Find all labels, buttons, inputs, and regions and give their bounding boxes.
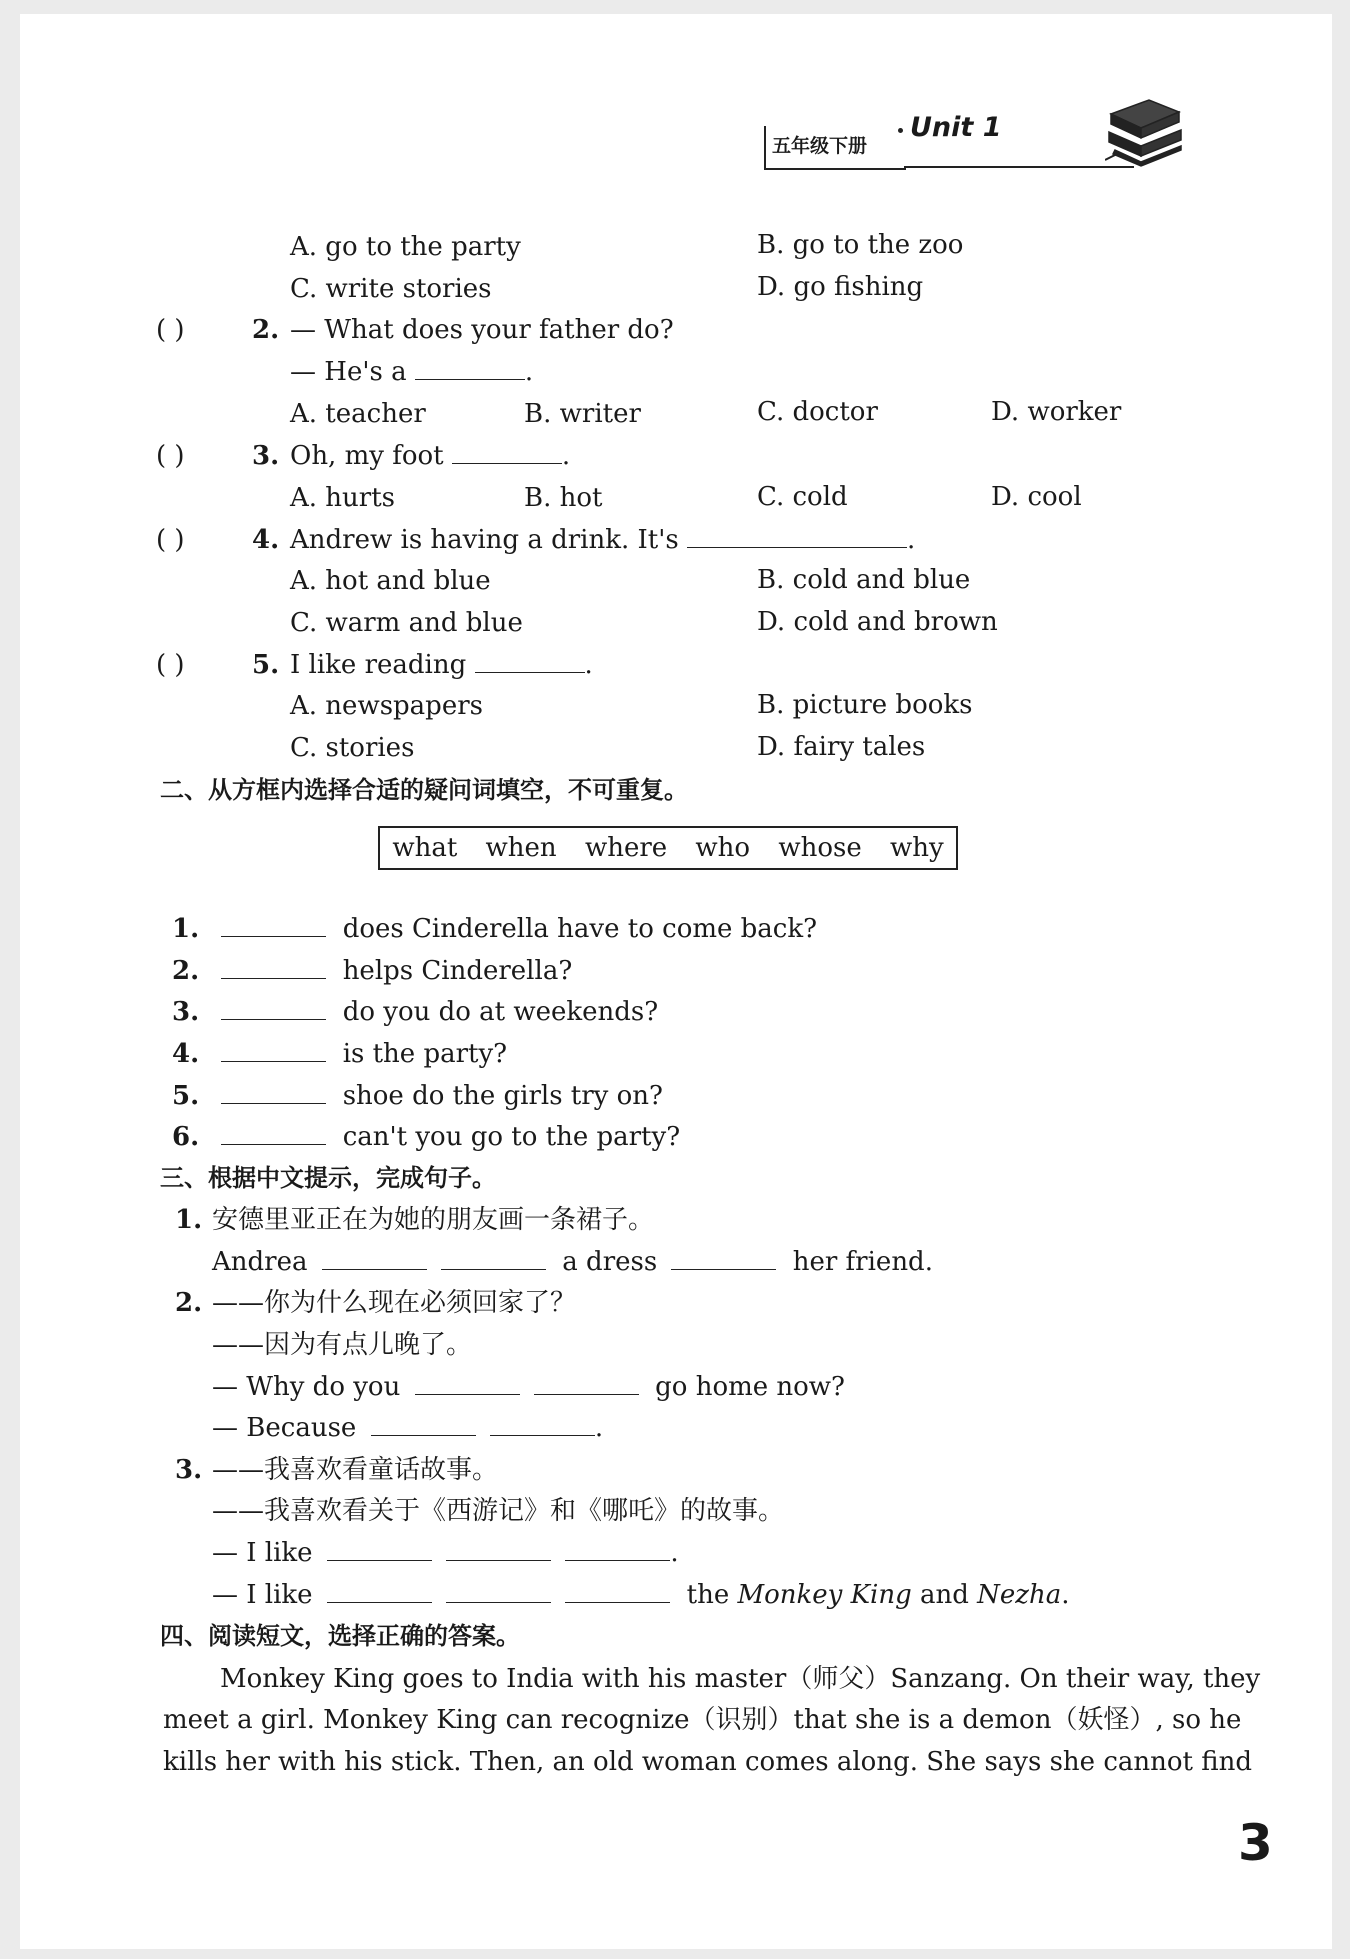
s3-text: — Why do you	[212, 1372, 401, 1402]
q3-number: 3.	[252, 441, 280, 471]
q3-blank[interactable]	[452, 439, 562, 464]
s3-blank[interactable]	[322, 1245, 427, 1270]
s2-item-number: 1.	[172, 914, 200, 944]
s3-blank[interactable]	[446, 1536, 551, 1561]
s2-blank[interactable]	[221, 954, 326, 979]
section2-title: 二、从方框内选择合适的疑问词填空，不可重复。	[160, 776, 688, 804]
s2-item-number: 4.	[172, 1039, 200, 1069]
s3-text: — I like	[212, 1580, 313, 1610]
s3-item-1-english	[212, 1245, 933, 1279]
q4-option-b: B. cold and blue	[757, 565, 971, 595]
section4-title: 四、阅读短文，选择正确的答案。	[160, 1622, 520, 1650]
s3-item-2-english-2	[212, 1411, 603, 1445]
s3-text: .	[1061, 1580, 1070, 1610]
s2-blank[interactable]	[221, 1079, 326, 1104]
s3-item-2-number: 2.	[175, 1288, 203, 1318]
s3-item-2-chinese-1: ——你为什么现在必须回家了？	[212, 1288, 577, 1318]
s3-text: the	[686, 1580, 730, 1610]
word-bank-why: why	[889, 833, 944, 863]
q4-prompt-line	[290, 523, 915, 557]
s3-text: — I like	[212, 1538, 313, 1568]
q2-blank[interactable]	[415, 355, 525, 380]
q3-option-d: D. cool	[991, 482, 1082, 512]
s3-text: go home now?	[655, 1372, 845, 1402]
s3-text: her friend.	[792, 1247, 933, 1277]
q2-prompt: — What does your father do?	[290, 315, 674, 345]
q1-option-d: D. go fishing	[757, 272, 924, 302]
word-bank-box	[378, 826, 958, 870]
q2-answer-line	[290, 355, 533, 389]
s2-item-text: does Cinderella have to come back?	[342, 914, 818, 944]
s2-item-number: 6.	[172, 1122, 200, 1152]
s2-item-4	[172, 1037, 507, 1071]
word-bank-who: who	[695, 833, 751, 863]
q4-answer-paren[interactable]: ( )	[156, 525, 185, 555]
q2-option-a: A. teacher	[290, 399, 426, 429]
q4-blank[interactable]	[687, 523, 907, 548]
s3-blank[interactable]	[534, 1370, 639, 1395]
q4-number: 4.	[252, 525, 280, 555]
word-bank-where: where	[584, 833, 668, 863]
q3-prompt: Oh, my foot	[290, 441, 444, 471]
s3-text: and	[920, 1580, 969, 1610]
q4-suffix: .	[906, 525, 916, 555]
q2-answer-paren[interactable]: ( )	[156, 315, 185, 345]
q4-option-c: C. warm and blue	[290, 608, 523, 638]
s3-text: a dress	[562, 1247, 658, 1277]
reading-line-3: kills her with his stick. Then, an old woman comes along. She says she cannot find	[163, 1747, 1252, 1777]
s3-item-2-english-1	[212, 1370, 845, 1404]
s3-blank[interactable]	[371, 1411, 476, 1436]
s3-blank[interactable]	[565, 1536, 670, 1561]
unit-title: Unit 1	[910, 112, 1002, 143]
s3-item-3-chinese-2: ——我喜欢看关于《西游记》和《哪吒》的故事。	[212, 1496, 785, 1526]
s2-item-text: do you do at weekends?	[342, 997, 659, 1027]
q5-option-d: D. fairy tales	[757, 732, 926, 762]
s2-blank[interactable]	[221, 912, 326, 937]
s3-blank[interactable]	[565, 1578, 670, 1603]
q3-suffix: .	[561, 441, 571, 471]
q3-option-c: C. cold	[757, 482, 848, 512]
s2-item-3	[172, 995, 658, 1029]
section3-title: 三、根据中文提示，完成句子。	[160, 1164, 496, 1192]
header-dot	[898, 128, 903, 133]
s3-text: Andrea	[212, 1247, 308, 1277]
grade-label: 五年级下册	[772, 135, 868, 157]
s2-item-text: shoe do the girls try on?	[342, 1081, 663, 1111]
q2-option-c: C. doctor	[757, 397, 878, 427]
q5-suffix: .	[584, 650, 593, 680]
q4-option-a: A. hot and blue	[290, 566, 491, 596]
s2-item-number: 5.	[172, 1081, 200, 1111]
q5-prompt-line	[290, 648, 593, 682]
q2-answer-prefix: — He's a	[290, 357, 407, 387]
q5-answer-paren[interactable]: ( )	[156, 650, 185, 680]
q1-option-a: A. go to the party	[290, 232, 521, 262]
s2-item-6	[172, 1120, 680, 1154]
s3-text: .	[670, 1538, 679, 1568]
s3-blank[interactable]	[327, 1536, 432, 1561]
s2-item-1	[172, 912, 817, 946]
q3-option-a: A. hurts	[290, 483, 396, 513]
s3-item-2-chinese-2: ——因为有点儿晚了。	[212, 1330, 473, 1360]
s3-text: .	[594, 1413, 604, 1443]
s3-blank[interactable]	[441, 1245, 546, 1270]
workbook-page	[20, 14, 1332, 1949]
q1-option-b: B. go to the zoo	[757, 230, 964, 260]
q3-answer-paren[interactable]: ( )	[156, 441, 185, 471]
q3-option-b: B. hot	[524, 483, 603, 513]
s3-item-3-number: 3.	[175, 1455, 203, 1485]
q5-blank[interactable]	[475, 648, 585, 673]
q5-option-b: B. picture books	[757, 690, 973, 720]
s2-blank[interactable]	[221, 1120, 326, 1145]
q5-prompt: I like reading	[290, 650, 467, 680]
s3-text-italic: Monkey King	[737, 1580, 912, 1610]
q3-prompt-line	[290, 439, 570, 473]
q5-number: 5.	[252, 650, 280, 680]
s3-text-italic: Nezha	[977, 1580, 1062, 1610]
q5-option-a: A. newspapers	[290, 691, 483, 721]
s3-blank[interactable]	[671, 1245, 776, 1270]
s3-blank[interactable]	[490, 1411, 595, 1436]
s3-item-3-chinese-1: ——我喜欢看童话故事。	[212, 1455, 499, 1485]
s3-item-3-english-1	[212, 1536, 679, 1570]
s2-item-text: is the party?	[342, 1039, 508, 1069]
s2-blank[interactable]	[221, 995, 326, 1020]
s2-item-number: 3.	[172, 997, 200, 1027]
q1-option-c: C. write stories	[290, 274, 492, 304]
books-icon	[1105, 92, 1185, 170]
reading-line-1: Monkey King goes to India with his master（师父）Sanzang. On their way, they	[220, 1664, 1261, 1694]
header-rule	[904, 166, 1134, 168]
s3-item-1-number: 1.	[175, 1205, 203, 1235]
s2-item-5	[172, 1079, 663, 1113]
s3-text: — Because	[212, 1413, 357, 1443]
q2-answer-suffix: .	[524, 357, 534, 387]
s2-item-text: helps Cinderella?	[342, 956, 573, 986]
q2-number: 2.	[252, 315, 280, 345]
q5-option-c: C. stories	[290, 733, 415, 763]
s3-item-3-english-2	[212, 1578, 1070, 1612]
q4-option-d: D. cold and brown	[757, 607, 998, 637]
s3-item-1-chinese: 安德里亚正在为她的朋友画一条裙子。	[212, 1205, 655, 1235]
s2-item-text: can't you go to the party?	[342, 1122, 681, 1152]
s2-item-number: 2.	[172, 956, 200, 986]
s3-blank[interactable]	[327, 1578, 432, 1603]
q2-option-b: B. writer	[524, 399, 641, 429]
s3-blank[interactable]	[415, 1370, 520, 1395]
word-bank-when: when	[485, 833, 557, 863]
s3-blank[interactable]	[446, 1578, 551, 1603]
reading-line-2: meet a girl. Monkey King can recognize（识别）that she is a demon（妖怪）, so he	[163, 1705, 1242, 1735]
q2-option-d: D. worker	[991, 397, 1122, 427]
word-bank-what: what	[392, 833, 458, 863]
page-number: 3	[1238, 1814, 1273, 1872]
s2-item-2	[172, 954, 572, 988]
q4-prompt: Andrew is having a drink. It's	[290, 525, 679, 555]
word-bank-whose: whose	[778, 833, 862, 863]
s2-blank[interactable]	[221, 1037, 326, 1062]
